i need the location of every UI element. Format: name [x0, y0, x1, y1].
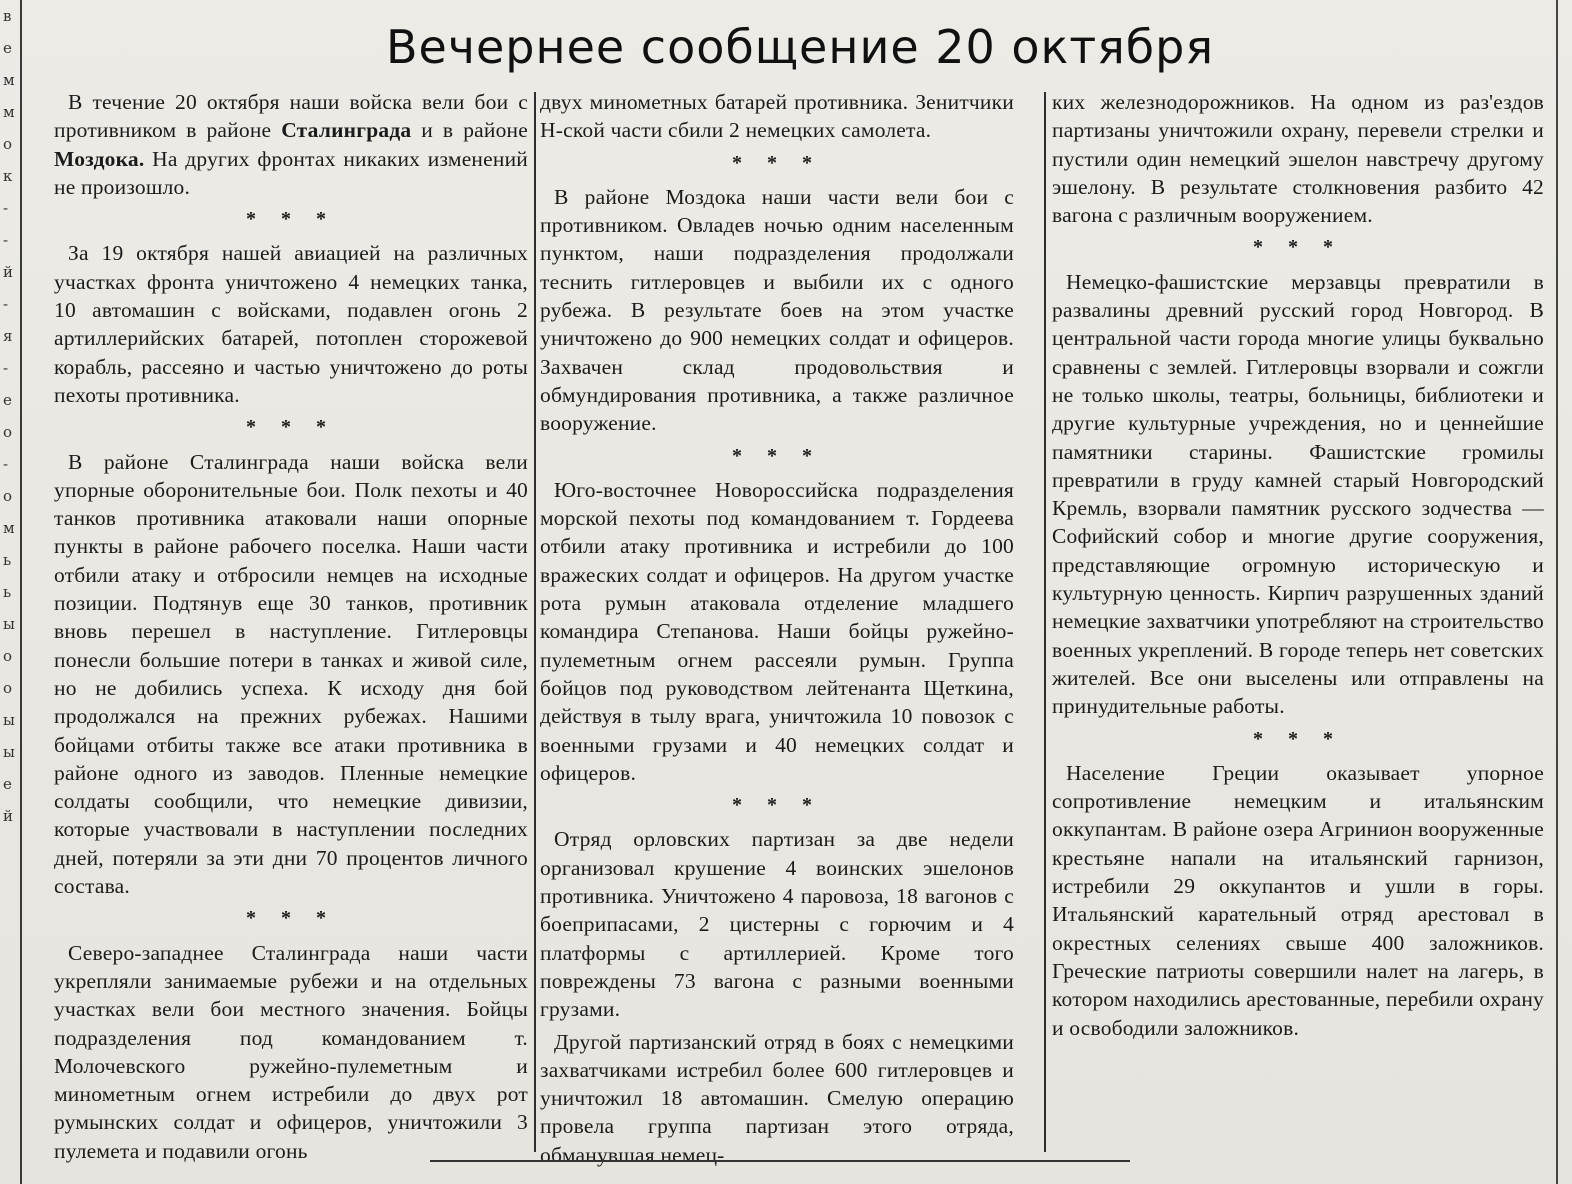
margin-glyph: о: [3, 647, 13, 665]
margin-glyph: ы: [3, 743, 15, 761]
paragraph: Северо-западнее Сталинграда наши части укрепляли занимаемые рубежи и на отдельных участках вели бои местного значения. Бойцы подразделения под командованием т. Молочевского ружейно-пулеметным и минометным огнем истребили до двух рот румынских солдат и офицеров, уничтожили 3 пулемета и подавили огонь: [54, 940, 528, 1163]
headline: Вечернее сообщение 20 октября: [385, 20, 1215, 74]
margin-glyph: -: [3, 295, 9, 313]
paragraph: За 19 октября нашей авиацией на различных участках фронта уничтожено 4 немецких танка, 10 автомашин с войсками, подавлен огонь 2 артиллерийских батарей, потоплен сторожевой корабль, рассеяно и частью уничтожено до роты пехоты противника.: [54, 241, 528, 407]
section-separator: * * *: [246, 208, 336, 231]
margin-glyph: ь: [3, 551, 12, 569]
paragraph: Население Греции оказывает упорное сопротивление немецким и итальянским оккупантам. В районе озера Агринион вооруженные крестьяне напали на итальянский гарнизон, истребили 29 оккупантов и ушли в горы. Итальянский карательный отряд арестовал в окрестных селениях свыше 400 заложников. Греческие патриоты совершили налет на лагерь, в котором находились арестованные, перебили охрану и освободили заложников.: [1052, 760, 1544, 1040]
paragraph: Юго-восточнее Новороссийска подразделения морской пехоты под командованием т. Гордеева отбили атаку противника и истребили до 100 вражеских солдат и офицеров. На другом участке рота румын атаковала отделение младшего командира Степанова. Наши бойцы ружейно-пулеметным огнем рассеяли румын. Группа бойцов под руководством лейтенанта Щеткина, действуя в тылу врага, уничтожила 10 повозок с военными грузами и 40 немецких солдат и офицеров.: [540, 477, 1014, 785]
section-separator: * * *: [246, 907, 336, 930]
column-rule: [534, 92, 536, 1152]
margin-glyph: м: [3, 103, 15, 121]
margin-glyph: -: [3, 231, 9, 249]
margin-glyph: й: [3, 807, 13, 825]
paragraph: В районе Моздока наши части вели бои с противником. Овладев ночью одним населенным пунктом, наши подразделения продолжали теснить гитлеровцев и выбили их с одного рубежа. В результате боев на этом участке уничтожено до 900 немецких солдат и офицеров. Захвачен склад продовольствия и обмундирования противника, а также различное вооружение.: [540, 184, 1014, 436]
section-separator: * * *: [1253, 236, 1343, 259]
paragraph: ких железнодорожников. На одном из раз'ездов партизаны уничтожили охрану, перевели стрелки и пустили один немецкий эшелон навстречу другому эшелону. В результате столкновения разбито 42 вагона с различным вооружением.: [1052, 90, 1544, 228]
margin-glyph: о: [3, 679, 13, 697]
text: В течение 20 октября наши войска вели бои с противником в районе: [54, 90, 528, 143]
margin-glyph: -: [3, 455, 9, 473]
place-name: Моздока.: [54, 146, 145, 171]
margin-glyph: ы: [3, 711, 15, 729]
margin-glyph: в: [3, 7, 12, 25]
paragraph: [54, 88, 528, 201]
margin-glyph: к: [3, 167, 13, 185]
bottom-rule: [430, 1160, 1130, 1162]
margin-glyph: -: [3, 359, 9, 377]
margin-glyph: й: [3, 263, 13, 281]
paragraph: Другой партизанский отряд в боях с немецкими захватчиками истребил более 600 гитлеровцев и уничтожил 18 автомашин. Смелую операцию провела группа партизан этого отряда, обманувшая немец-: [540, 1029, 1014, 1167]
column-rule: [1044, 92, 1046, 1152]
section-separator: * * *: [732, 444, 822, 467]
margin-glyph: м: [3, 519, 15, 537]
margin-glyph: о: [3, 423, 13, 441]
margin-glyph: я: [3, 327, 13, 345]
margin-glyph: е: [3, 391, 12, 409]
column-3: [1052, 88, 1544, 1150]
text: На других фронтах никаких изменений не произошло.: [54, 146, 528, 199]
paragraph: двух минометных батарей противника. Зенитчики Н-ской части сбили 2 немецких самолета.: [540, 90, 1014, 143]
margin-glyph: е: [3, 775, 12, 793]
text: и в районе: [411, 118, 528, 143]
section-separator: * * *: [246, 416, 336, 439]
margin-glyph: м: [3, 71, 15, 89]
section-separator: * * *: [1253, 727, 1343, 750]
paragraph: В районе Сталинграда наши войска вели упорные оборонительные бои. Полк пехоты и 40 танков противника атаковали наши опорные пункты в районе рабочего поселка. Наши части отбили атаку и отбросили немцев на исходные позиции. Подтянув еще 30 танков, противник вновь перешел в наступление. Гитлеровцы понесли большие потери в танках и живой силе, но не добились успеха. К исходу дня бой продолжался на прежних рубежах. Нашими бойцами отбиты также все атаки противника в районе одного из заводов. Пленные немецкие солдаты сообщили, что немецкие дивизии, которые участвовали в наступлении последних дней, потеряли за эти дни 70 процентов личного состава.: [54, 449, 528, 899]
place-name: Сталинграда: [281, 118, 412, 143]
margin-glyph: е: [3, 39, 12, 57]
article-columns: [48, 88, 1552, 1167]
margin-glyph: -: [3, 199, 9, 217]
paragraph: Отряд орловских партизан за две недели организовал крушение 4 воинских эшелонов противника. Уничтожено 4 паровоза, 18 вагонов с боеприпасами, 2 цистерны с горючим и 4 платформы с артиллерией. Кроме того повреждены 73 вагона с разными военными грузами.: [540, 827, 1014, 1022]
section-separator: * * *: [732, 151, 822, 174]
column-2: [540, 88, 1014, 1167]
section-separator: * * *: [732, 794, 822, 817]
margin-glyph: ы: [3, 615, 15, 633]
column-1: [54, 88, 528, 1163]
paragraph: Немецко-фашистские мерзавцы превратили в развалины древний русский город Новгород. В центральной части города многие улицы буквально сравнены с землей. Гитлеровцы взорвали и сожгли не только школы, театры, больницы, библиотеки и другие культурные учреждения, но и ценнейшие памятники старины. Фашистские громилы превратили в груду камней старый Новгородский Кремль, взорвали памятник русского зодчества — Софийский собор и многие другие сооружения, представляющие огромную историческую и культурную ценность. Кирпич разрушенных зданий немецкие захватчики употребляют на строительство военных укреплений. В городе теперь нет советских жителей. Все они выселены или отправлены на принудительные работы.: [1052, 269, 1544, 719]
margin-glyph: о: [3, 135, 13, 153]
left-margin-fragment: [0, 0, 22, 1184]
right-margin-rule: [1556, 0, 1572, 1184]
margin-glyph: о: [3, 487, 13, 505]
margin-glyph: ь: [3, 583, 12, 601]
